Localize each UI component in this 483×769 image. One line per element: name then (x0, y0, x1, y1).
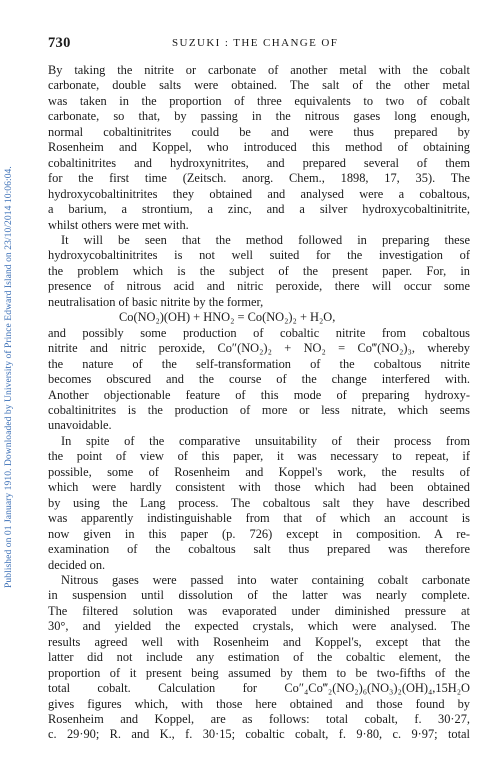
text-line: gives figures which, with those here obtained and those found by (48, 696, 470, 711)
page-number: 730 (48, 35, 71, 51)
text-line: carbonate, so that, by passing in the nitrous gases long enough, (48, 109, 470, 124)
text-line: results agreed well with Rosenheim and Koppel's, except that the (48, 634, 470, 649)
text-line: the nature of the self-transformation of the cobaltous nitrite (48, 356, 470, 371)
text-line: It will be seen that the method followed in preparing these (61, 232, 470, 247)
text-line: which were hardly consistent with those which had been obtained (48, 480, 470, 495)
text-line: latter did not include any estimation of the cobaltic element, the (48, 650, 470, 665)
text-line: Rosenheim and Koppel, are as follows: total cobalt, f. 30·27, (48, 712, 470, 727)
running-head: SUZUKI : THE CHANGE OF (172, 37, 339, 49)
text-line: total cobalt. Calculation for Co″₄Co‴₂(NO₂)₆(NO₃)₂(OH)₄,15H₂O (48, 681, 470, 696)
text-line: neutralisation of basic nitrite by the former, (48, 294, 264, 309)
text-line: in suspension until dissolution of the latter was nearly complete. (48, 588, 470, 603)
text-line: decided on. (48, 557, 106, 572)
text-line: The filtered solution was evaporated under diminished pressure at (48, 603, 470, 618)
text-line: possible, some of Rosenheim and Koppel's work, the results of (48, 464, 470, 479)
text-line: was apparently indistinguishable from that of which an account is (48, 511, 470, 526)
text-line: hydroxycobaltinitrites is not well suited for the investigation of (48, 248, 470, 263)
text-line: carbonate, double salts were obtained. The salt of the other metal (48, 78, 470, 93)
text-line: c. 29·90; R. and K., f. 30·15; cobaltic cobalt, f. 9·80, c. 9·97; total (48, 727, 470, 742)
text-line: unavoidable. (48, 418, 112, 433)
text-line: 30°, and yielded the expected crystals, which were analysed. The (48, 619, 470, 634)
text-line: Another objectionable feature of this mode of preparing hydroxy- (48, 387, 470, 402)
text-line: normal cobaltinitrites could be and were thus prepared by (48, 124, 470, 139)
text-line: cobaltinitrites is the production of more or less nitrate, which seems (48, 402, 470, 417)
text-line: cobaltinitrites and hydroxynitrites, and prepared several of them (48, 155, 470, 170)
text-line: Nitrous gases were passed into water containing cobalt carbonate (61, 572, 470, 587)
text-line: by using the Lang process. The cobaltous salt they have described (48, 495, 470, 510)
text-line: By taking the nitrite or carbonate of another metal with the cobalt (48, 63, 470, 77)
text-line: Rosenheim and Koppel, who introduced this method of obtaining (48, 140, 470, 155)
text-line: In spite of the comparative unsuitability of their process from (61, 433, 470, 448)
text-line: hydroxycobaltinitrites they obtained and analysed were a cobaltous, (48, 186, 470, 201)
text-line: and possibly some production of cobaltic nitrite from cobaltous (48, 325, 470, 340)
equation-line: Co(NO₂)(OH) + HNO₂ = Co(NO₂)₂ + H₂O, (119, 310, 336, 325)
text-line: becomes obscured and the course of the change interfered with. (48, 372, 470, 387)
article-body (48, 63, 470, 743)
text-line: a barium, a strontium, a zinc, and a silver hydroxycobaltinitrite, (48, 202, 470, 217)
text-line: proportion of it present being assumed by them to be two-fifths of the (48, 665, 470, 680)
text-line: the point of view of this paper, it was necessary to repeat, if (48, 449, 470, 464)
page-header (48, 35, 468, 51)
text-line: for the first time (Zeitsch. anorg. Chem., 1898, 17, 35). The (48, 171, 470, 186)
text-line: now given in this paper (p. 726) except in composition. A re- (48, 526, 470, 541)
text-line: presence of nitrous acid and nitric peroxide, there will occur some (48, 279, 470, 294)
text-line: whilst others were met with. (48, 217, 189, 232)
text-line: examination of the cobaltous salt thus prepared was therefore (48, 542, 470, 557)
text-line: nitrite and nitric peroxide, Co″(NO₂)₂ + NO₂ = Co‴(NO₂)₃, whereby (48, 341, 470, 356)
text-line: the problem which is the subject of the present paper. For, in (48, 263, 470, 278)
text-line: was taken in the proportion of three equivalents to two of cobalt (48, 93, 470, 108)
download-watermark: Published on 01 January 1910. Downloaded by University of Prince Edward Island on 23/10/2014 10:06:04. (3, 166, 14, 588)
